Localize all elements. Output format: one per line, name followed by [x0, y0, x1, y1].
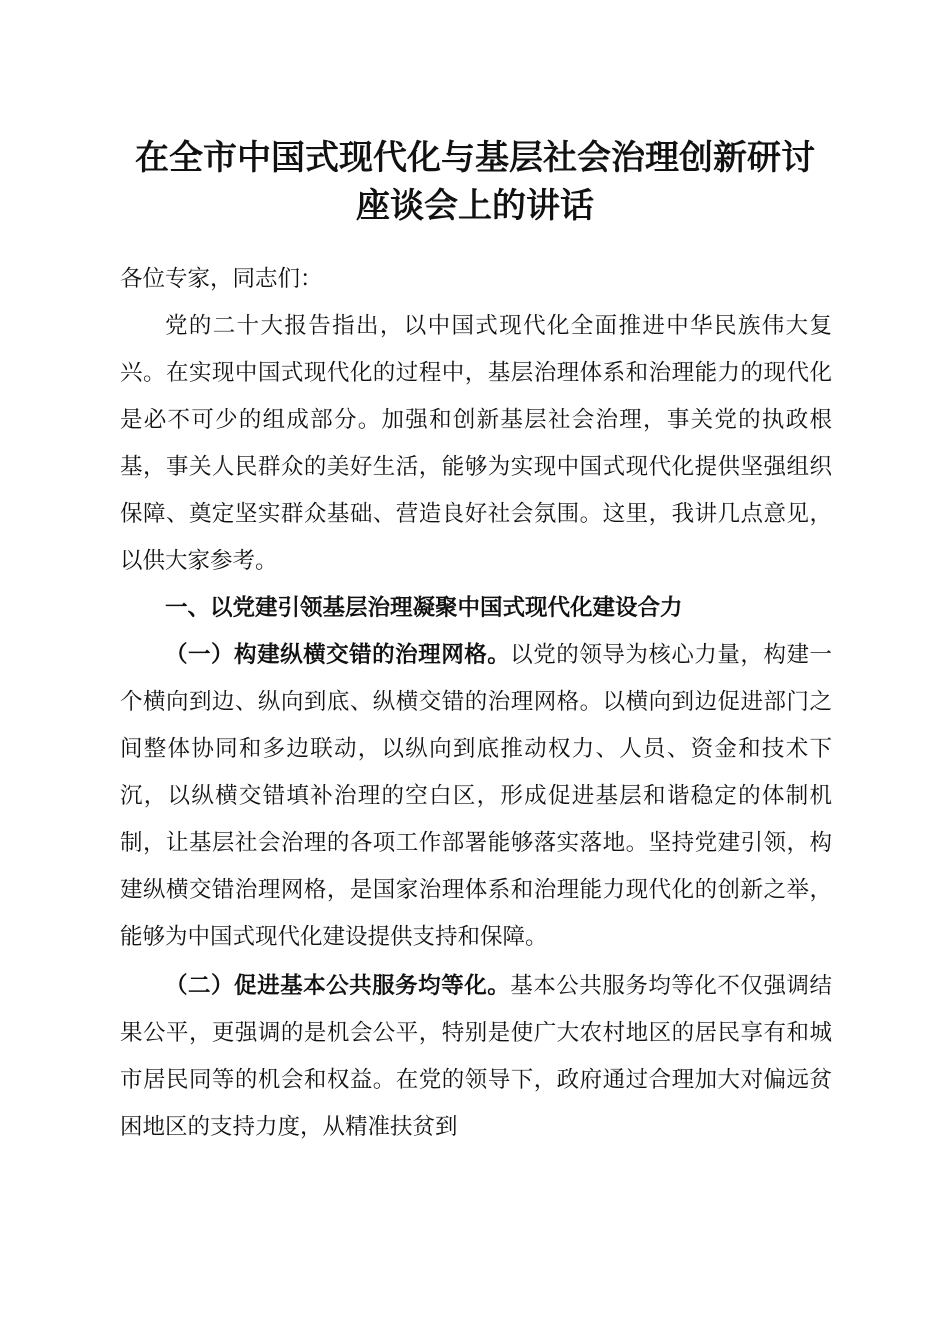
title-line-2: 座谈会上的讲话: [356, 186, 594, 226]
item-1-text: 以党的领导为核心力量，构建一个横向到边、纵向到底、纵横交错的治理网格。以横向到边促进部门之间整体协同和多边联动，以纵向到底推动权力、人员、资金和技术下沉，以纵横交错填补治理的空白区，形成促进基层和谐稳定的体制机制，让基层社会治理的各项工作部署能够落实落地。坚持党建引领，构建纵横交错治理网格，是国家治理体系和治理能力现代化的创新之举，能够为中国式现代化建设提供支持和保障。: [120, 642, 832, 950]
item-2-text: 基本公共服务均等化不仅强调结果公平，更强调的是机会公平，特别是使广大农村地区的居民享有和城市居民同等的机会和权益。在党的领导下，政府通过合理加大对偏远贫困地区的支持力度，从精准扶贫到: [120, 973, 832, 1140]
title-line-1: 在全市中国式现代化与基层社会治理创新研讨: [135, 138, 815, 178]
paragraph-item-2: [120, 963, 832, 1151]
salutation: 各位专家，同志们：: [120, 266, 323, 292]
intro-paragraph: 党的二十大报告指出，以中国式现代化全面推进中华民族伟大复兴。在实现中国式现代化的过程中，基层治理体系和治理能力的现代化是必不可少的组成部分。加强和创新基层社会治理，事关党的执政根基，事关人民群众的美好生活，能够为实现中国式现代化提供坚强组织保障、奠定坚实群众基础、营造良好社会氛围。这里，我讲几点意见，以供大家参考。: [120, 313, 832, 574]
document-title: [100, 134, 850, 230]
item-2-subtitle: （二）促进基本公共服务均等化。: [165, 973, 511, 999]
item-1-subtitle: （一）构建纵横交错的治理网格。: [165, 642, 511, 668]
section-heading-1: 一、以党建引领基层治理凝聚中国式现代化建设合力: [165, 595, 683, 621]
document-body: [120, 256, 832, 1151]
paragraph-item-1: [120, 632, 832, 961]
